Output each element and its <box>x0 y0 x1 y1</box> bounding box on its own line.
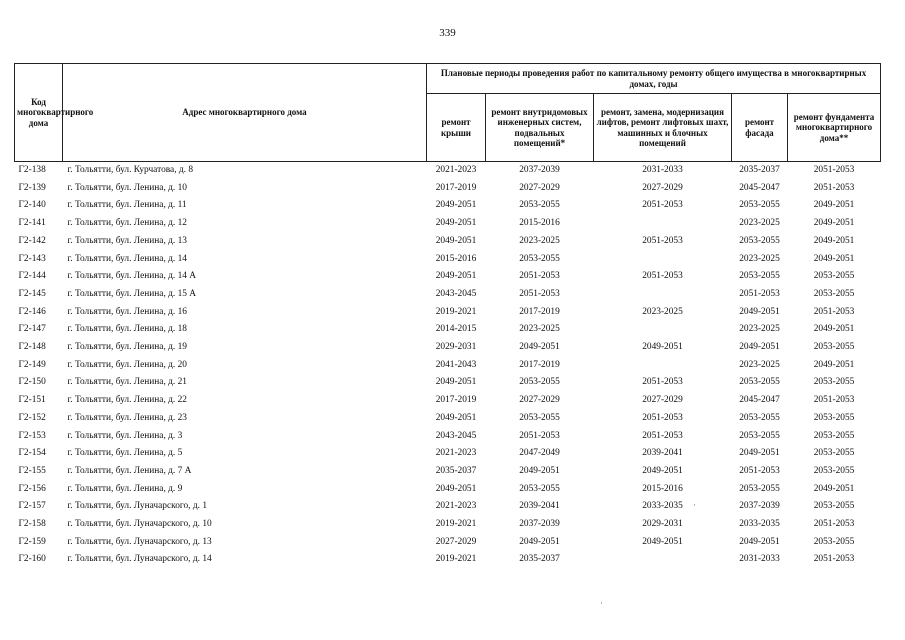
cell-roof: 2049-2051 <box>435 483 477 494</box>
cell-facade: 2053-2055 <box>739 430 780 441</box>
cell-systems: 2037-2039 <box>519 519 560 530</box>
table-row <box>15 445 881 463</box>
cell-address: г. Тольятти, бул. Ленина, д. 15 А <box>67 288 197 299</box>
cell-elevators: 2051-2053 <box>642 235 683 246</box>
cell-elevators: 2039-2041 <box>642 448 683 459</box>
cell-address: г. Тольятти, бул. Ленина, д. 18 <box>67 324 187 335</box>
cell-roof: 2019-2021 <box>435 519 477 530</box>
table-row <box>15 357 881 375</box>
table-row <box>15 339 881 357</box>
cell-facade: 2051-2053 <box>739 288 780 299</box>
header-systems: ремонт внутридомовых инженерных систем, подвальных помещений* <box>486 94 594 162</box>
cell-facade: 2037-2039 <box>739 501 780 512</box>
table-row <box>15 516 881 534</box>
cell-systems: 2015-2016 <box>519 218 560 229</box>
cell-code: Г2-150 <box>18 377 46 388</box>
cell-facade: 2053-2055 <box>739 377 780 388</box>
table-row <box>15 197 881 215</box>
cell-facade: 2023-2025 <box>739 218 780 229</box>
cell-address: г. Тольятти, бул. Ленина, д. 9 <box>67 483 183 494</box>
cell-elevators: 2033-2035 <box>642 501 683 512</box>
repair-schedule-table-wrap <box>14 63 880 569</box>
header-facade: ремонт фасада <box>732 94 788 162</box>
cell-roof: 2021-2023 <box>435 165 477 175</box>
cell-roof: 2019-2021 <box>435 554 477 565</box>
cell-code: Г2-157 <box>18 501 46 512</box>
cell-code: Г2-154 <box>18 448 46 459</box>
cell-address: г. Тольятти, бул. Ленина, д. 22 <box>67 395 187 406</box>
table-header <box>15 64 881 162</box>
table-row <box>15 534 881 552</box>
header-address: Адрес многоквартирного дома <box>63 64 427 162</box>
cell-foundation: 2049-2051 <box>813 218 855 229</box>
table-row <box>15 180 881 198</box>
cell-foundation: 2051-2053 <box>813 306 855 317</box>
cell-roof: 2019-2021 <box>435 306 477 317</box>
cell-roof: 2049-2051 <box>435 377 477 388</box>
scan-speck: · <box>600 598 603 608</box>
cell-code: Г2-152 <box>18 412 46 423</box>
cell-systems: 2051-2053 <box>519 271 560 282</box>
cell-systems: 2035-2037 <box>519 554 560 565</box>
cell-elevators: 2049-2051 <box>642 536 683 547</box>
cell-foundation: 2053-2055 <box>813 342 855 353</box>
cell-systems: 2053-2055 <box>519 412 560 423</box>
cell-foundation: 2053-2055 <box>813 271 855 282</box>
cell-code: Г2-160 <box>18 554 46 565</box>
cell-code: Г2-141 <box>18 218 46 229</box>
cell-facade: 2033-2035 <box>739 519 780 530</box>
cell-elevators: 2051-2053 <box>642 200 683 211</box>
cell-address: г. Тольятти, бул. Ленина, д. 12 <box>67 218 187 229</box>
cell-foundation: 2049-2051 <box>813 359 855 370</box>
cell-facade: 2023-2025 <box>739 324 780 335</box>
table-row <box>15 233 881 251</box>
cell-address: г. Тольятти, бул. Ленина, д. 14 <box>67 253 187 264</box>
cell-foundation: 2053-2055 <box>813 412 855 423</box>
cell-elevators: 2049-2051 <box>642 342 683 353</box>
table-row <box>15 321 881 339</box>
cell-roof: 2041-2043 <box>435 359 477 370</box>
cell-elevators <box>594 286 732 304</box>
page-number: 339 <box>439 27 456 39</box>
cell-facade: 2049-2051 <box>739 536 780 547</box>
cell-elevators: 2027-2029 <box>642 395 683 406</box>
cell-roof: 2049-2051 <box>435 235 477 246</box>
cell-roof: 2027-2029 <box>435 536 477 547</box>
cell-systems: 2023-2025 <box>519 324 560 335</box>
cell-code: Г2-145 <box>18 288 46 299</box>
cell-systems: 2051-2053 <box>519 288 560 299</box>
cell-elevators <box>594 215 732 233</box>
cell-code: Г2-138 <box>18 165 46 175</box>
cell-code: Г2-146 <box>18 306 46 317</box>
cell-address: г. Тольятти, бул. Ленина, д. 10 <box>67 182 187 193</box>
table-row <box>15 392 881 410</box>
cell-elevators: 2051-2053 <box>642 412 683 423</box>
cell-systems: 2023-2025 <box>519 235 560 246</box>
cell-foundation: 2053-2055 <box>813 465 855 476</box>
scan-speck: · <box>693 500 696 510</box>
cell-systems: 2049-2051 <box>519 465 560 476</box>
cell-elevators: 2049-2051 <box>642 465 683 476</box>
cell-code: Г2-142 <box>18 235 46 246</box>
cell-address: г. Тольятти, бул. Ленина, д. 13 <box>67 235 187 246</box>
cell-systems: 2053-2055 <box>519 377 560 388</box>
cell-elevators <box>594 551 732 569</box>
cell-roof: 2049-2051 <box>435 271 477 282</box>
repair-schedule-table <box>14 63 881 569</box>
cell-systems: 2049-2051 <box>519 342 560 353</box>
cell-foundation: 2053-2055 <box>813 288 855 299</box>
table-row <box>15 268 881 286</box>
cell-systems: 2037-2039 <box>519 165 560 175</box>
cell-roof: 2043-2045 <box>435 288 477 299</box>
cell-foundation: 2053-2055 <box>813 377 855 388</box>
table-row <box>15 481 881 499</box>
cell-address: г. Тольятти, бул. Ленина, д. 23 <box>67 412 187 423</box>
cell-elevators: 2031-2033 <box>642 165 683 175</box>
cell-foundation: 2053-2055 <box>813 430 855 441</box>
cell-facade: 2053-2055 <box>739 412 780 423</box>
cell-roof: 2029-2031 <box>435 342 477 353</box>
table-body <box>15 162 881 570</box>
cell-code: Г2-147 <box>18 324 46 335</box>
cell-elevators <box>594 321 732 339</box>
header-elevators: ремонт, замена, модернизация лифтов, ремонт лифтовых шахт, машинных и блочных помещений <box>594 94 732 162</box>
cell-systems: 2047-2049 <box>519 448 560 459</box>
cell-roof: 2014-2015 <box>435 324 477 335</box>
cell-code: Г2-143 <box>18 253 46 264</box>
cell-elevators <box>594 251 732 269</box>
table-row <box>15 551 881 569</box>
cell-facade: 2049-2051 <box>739 342 780 353</box>
cell-facade: 2053-2055 <box>739 200 780 211</box>
cell-address: г. Тольятти, бул. Ленина, д. 16 <box>67 306 187 317</box>
cell-address: г. Тольятти, бул. Ленина, д. 20 <box>67 359 187 370</box>
cell-elevators: 2051-2053 <box>642 271 683 282</box>
cell-roof: 2021-2023 <box>435 448 477 459</box>
cell-facade: 2023-2025 <box>739 359 780 370</box>
header-foundation: ремонт фундамента многоквартирного дома** <box>788 94 881 162</box>
table-row <box>15 498 881 516</box>
cell-address: г. Тольятти, бул. Луначарского, д. 13 <box>67 536 212 547</box>
cell-facade: 2049-2051 <box>739 306 780 317</box>
cell-systems: 2017-2019 <box>519 359 560 370</box>
cell-foundation: 2053-2055 <box>813 536 855 547</box>
cell-foundation: 2053-2055 <box>813 501 855 512</box>
cell-code: Г2-149 <box>18 359 46 370</box>
cell-code: Г2-140 <box>18 200 46 211</box>
cell-elevators: 2029-2031 <box>642 519 683 530</box>
cell-code: Г2-159 <box>18 536 46 547</box>
cell-address: г. Тольятти, бул. Ленина, д. 3 <box>67 430 183 441</box>
cell-systems: 2027-2029 <box>519 182 560 193</box>
cell-code: Г2-148 <box>18 342 46 353</box>
cell-systems: 2039-2041 <box>519 501 560 512</box>
cell-systems: 2049-2051 <box>519 536 560 547</box>
cell-facade: 2031-2033 <box>739 554 780 565</box>
cell-code: Г2-144 <box>18 271 46 282</box>
header-code: Код многоквартирного дома <box>15 64 63 162</box>
table-row <box>15 215 881 233</box>
cell-code: Г2-156 <box>18 483 46 494</box>
cell-foundation: 2049-2051 <box>813 324 855 335</box>
cell-roof: 2049-2051 <box>435 412 477 423</box>
cell-facade: 2053-2055 <box>739 271 780 282</box>
table-row <box>15 410 881 428</box>
cell-code: Г2-158 <box>18 519 46 530</box>
cell-elevators: 2051-2053 <box>642 430 683 441</box>
cell-code: Г2-153 <box>18 430 46 441</box>
cell-foundation: 2049-2051 <box>813 253 855 264</box>
cell-address: г. Тольятти, бул. Луначарского, д. 10 <box>67 519 212 530</box>
cell-systems: 2027-2029 <box>519 395 560 406</box>
table-row <box>15 251 881 269</box>
cell-roof: 2043-2045 <box>435 430 477 441</box>
cell-address: г. Тольятти, бул. Ленина, д. 5 <box>67 448 183 459</box>
cell-roof: 2035-2037 <box>435 465 477 476</box>
cell-roof: 2017-2019 <box>435 182 477 193</box>
cell-foundation: 2051-2053 <box>813 182 855 193</box>
table-row <box>15 374 881 392</box>
cell-systems: 2053-2055 <box>519 253 560 264</box>
cell-foundation: 2051-2053 <box>813 395 855 406</box>
cell-code: Г2-151 <box>18 395 46 406</box>
cell-address: г. Тольятти, бул. Ленина, д. 19 <box>67 342 187 353</box>
cell-facade: 2051-2053 <box>739 465 780 476</box>
cell-elevators: 2051-2053 <box>642 377 683 388</box>
cell-address: г. Тольятти, бул. Ленина, д. 11 <box>67 200 187 211</box>
cell-facade: 2035-2037 <box>739 165 780 175</box>
cell-elevators: 2015-2016 <box>642 483 683 494</box>
cell-address: г. Тольятти, бул. Ленина, д. 21 <box>67 377 187 388</box>
cell-address: г. Тольятти, бул. Луначарского, д. 1 <box>67 501 208 512</box>
cell-systems: 2053-2055 <box>519 483 560 494</box>
cell-address: г. Тольятти, бул. Курчатова, д. 8 <box>67 165 194 175</box>
cell-roof: 2049-2051 <box>435 218 477 229</box>
cell-address: г. Тольятти, бул. Ленина, д. 14 А <box>67 271 197 282</box>
cell-facade: 2023-2025 <box>739 253 780 264</box>
cell-roof: 2017-2019 <box>435 395 477 406</box>
cell-foundation: 2049-2051 <box>813 200 855 211</box>
cell-foundation: 2049-2051 <box>813 235 855 246</box>
table-row <box>15 428 881 446</box>
cell-foundation: 2053-2055 <box>813 448 855 459</box>
cell-facade: 2045-2047 <box>739 395 780 406</box>
cell-roof: 2049-2051 <box>435 200 477 211</box>
cell-elevators: 2023-2025 <box>642 306 683 317</box>
cell-facade: 2045-2047 <box>739 182 780 193</box>
cell-code: Г2-139 <box>18 182 46 193</box>
header-roof: ремонт крыши <box>427 94 486 162</box>
cell-systems: 2053-2055 <box>519 200 560 211</box>
cell-roof: 2021-2023 <box>435 501 477 512</box>
cell-systems: 2017-2019 <box>519 306 560 317</box>
cell-roof: 2015-2016 <box>435 253 477 264</box>
header-planned-periods: Плановые периоды проведения работ по капитальному ремонту общего имущества в многоквартирных домах, годы <box>427 64 881 94</box>
cell-address: г. Тольятти, бул. Ленина, д. 7 А <box>67 465 192 476</box>
table-row <box>15 463 881 481</box>
cell-facade: 2049-2051 <box>739 448 780 459</box>
cell-facade: 2053-2055 <box>739 483 780 494</box>
cell-elevators <box>594 357 732 375</box>
table-row <box>15 286 881 304</box>
table-row <box>15 162 881 180</box>
cell-foundation: 2051-2053 <box>813 554 855 565</box>
cell-foundation: 2051-2053 <box>813 519 855 530</box>
cell-code: Г2-155 <box>18 465 46 476</box>
cell-address: г. Тольятти, бул. Луначарского, д. 14 <box>67 554 212 565</box>
cell-systems: 2051-2053 <box>519 430 560 441</box>
cell-foundation: 2051-2053 <box>813 165 855 175</box>
cell-foundation: 2049-2051 <box>813 483 855 494</box>
cell-facade: 2053-2055 <box>739 235 780 246</box>
cell-elevators: 2027-2029 <box>642 182 683 193</box>
table-row <box>15 304 881 322</box>
